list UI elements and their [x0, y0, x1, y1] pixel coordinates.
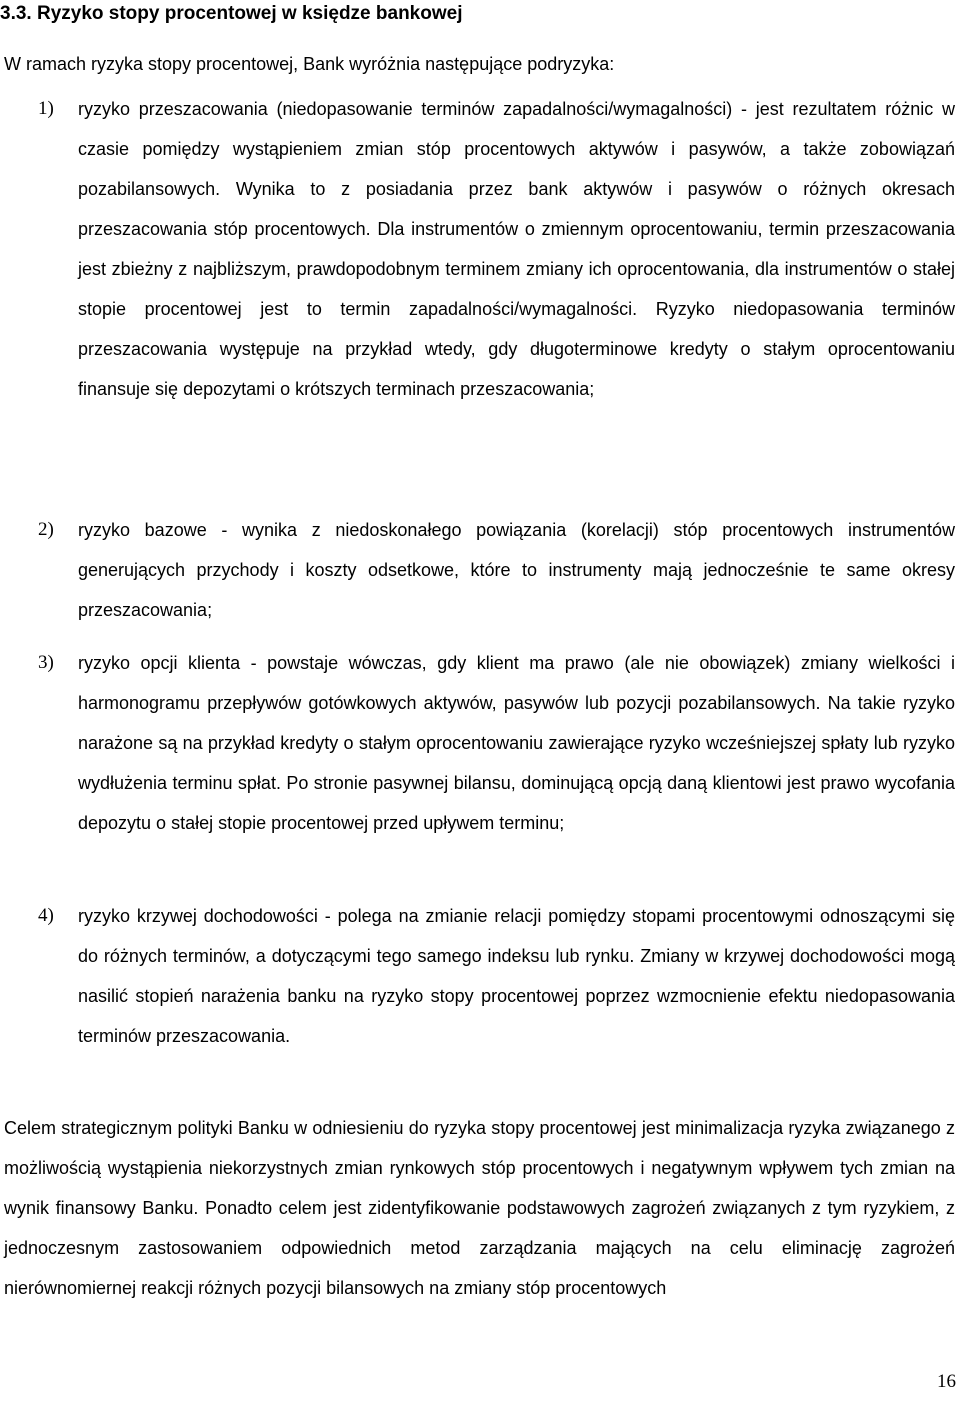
- list-item-number: 2): [38, 519, 54, 540]
- conclusion-paragraph: Celem strategicznym polityki Banku w odniesieniu do ryzyka stopy procentowej jest minimalizacja ryzyka związanego z możliwością wystąpienia niekorzystnych zmian rynkowych stóp procentowych i negatywnym wpływem tych zmian na wynik finansowy Banku. Ponadto celem jest zidentyfikowanie podstawowych zagrożeń związanych z tym ryzykiem, z jednoczesnym zastosowaniem odpowiednich metod zarządzania mających na celu eliminację zagrożeń nierównomiernej reakcji różnych pozycji bilansowych na zmiany stóp procentowych: [4, 1118, 955, 1298]
- page-number: 16: [937, 1371, 956, 1392]
- list-item-text: ryzyko krzywej dochodowości - polega na zmianie relacji pomiędzy stopami procentowymi odnoszącymi się do różnych terminów, a dotyczącymi tego samego indeksu lub rynku. Zmiany w krzywej dochodowości mogą nasilić stopień narażenia banku na ryzyko stopy procentowej poprzez wzmocnienie efektu niedopasowania terminów przeszacowania.: [78, 906, 955, 1046]
- list-item-text: ryzyko opcji klienta - powstaje wówczas, gdy klient ma prawo (ale nie obowiązek) zmiany wielkości i harmonogramu przepływów gotówkowych aktywów, pasywów lub pozycji pozabilansowych. Na takie ryzyko narażone są na przykład kredyty o stałym oprocentowaniu zawierające ryzyko wcześniejszej spłaty lub ryzyko wydłużenia terminu spłat. Po stronie pasywnej bilansu, dominującą opcją daną klientowi jest prawo wycofania depozytu o stałej stopie procentowej przed upływem terminu;: [78, 653, 955, 833]
- list-item-text: ryzyko bazowe - wynika z niedoskonałego powiązania (korelacji) stóp procentowych instrumentów generujących przychody i koszty odsetkowe, które to instrumenty mają jednocześnie te same okresy przeszacowania;: [78, 520, 955, 620]
- intro-paragraph: W ramach ryzyka stopy procentowej, Bank wyróżnia następujące podryzyka:: [4, 54, 615, 74]
- list-item-text: ryzyko przeszacowania (niedopasowanie terminów zapadalności/wymagalności) - jest rezultatem różnic w czasie pomiędzy wystąpieniem zmian stóp procentowych aktywów i pasywów, a także zobowiązań pozabilansowych. Wynika to z posiadania przez bank aktywów i pasywów o różnych okresach przeszacowania stóp procentowych. Dla instrumentów o zmiennym oprocentowaniu, termin przeszacowania jest zbieżny z najbliższym, prawdopodobnym terminem zmiany ich oprocentowania, dla instrumentów o stałej stopie procentowej jest to termin zapadalności/wymagalności. Ryzyko niedopasowania terminów przeszacowania występuje na przykład wtedy, gdy długoterminowe kredyty o stałym oprocentowaniu finansuje się depozytami o krótszych terminach przeszacowania;: [78, 99, 955, 399]
- list-item-number: 1): [38, 98, 54, 119]
- list-item-number: 3): [38, 652, 54, 673]
- list-item-number: 4): [38, 905, 54, 926]
- section-heading: 3.3. Ryzyko stopy procentowej w księdze bankowej: [0, 3, 463, 24]
